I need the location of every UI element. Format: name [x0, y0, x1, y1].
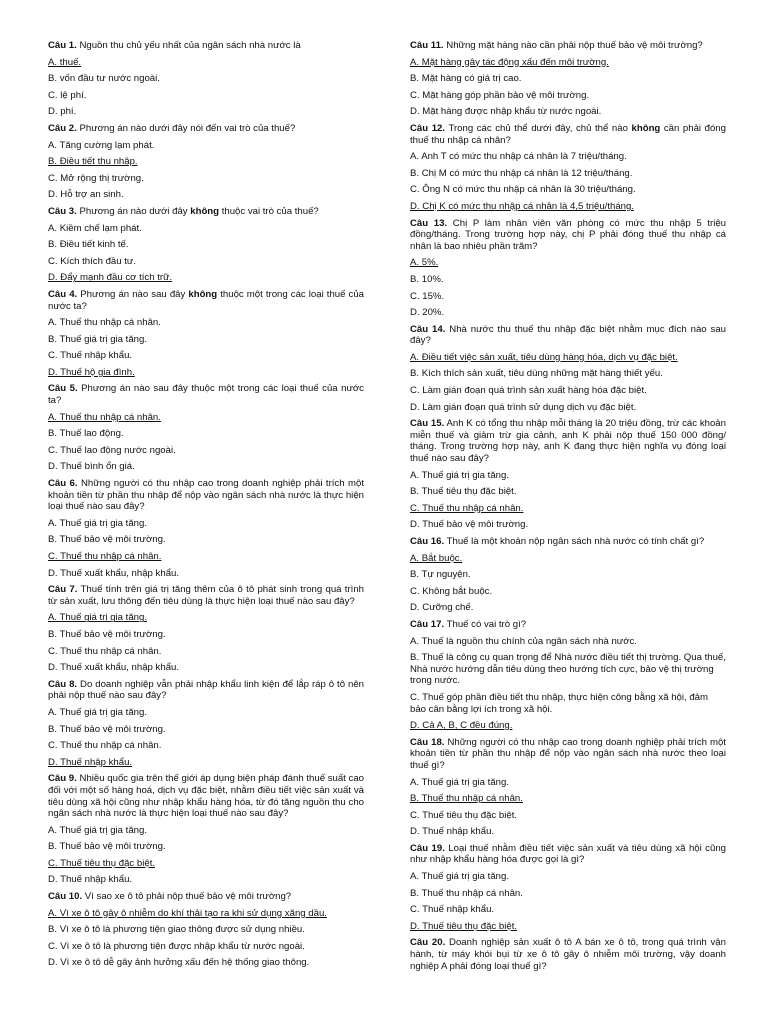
- answer-option: C. Thuế góp phần điều tiết thu nhập, thực hiện công bằng xã hội, đảm bảo cân bằng lợi ích trong xã hội.: [410, 691, 709, 715]
- question-segment: Thuế là một khoản nộp ngân sách nhà nước có tính chất gì?: [444, 536, 705, 547]
- answer-option: B. Kích thích sản xuất, tiêu dùng những mặt hàng thiết yếu.: [410, 368, 663, 380]
- question-text: [410, 123, 726, 146]
- answer-option: D. Thuế bảo vệ môi trường.: [410, 519, 529, 531]
- answer-option: D. Thuế nhập khẩu.: [410, 826, 495, 838]
- answer-option: D. Thuế bình ổn giá.: [48, 461, 135, 473]
- answer-option: D. Mặt hàng được nhập khẩu từ nước ngoài.: [410, 106, 602, 118]
- question-emphasis: Câu 9.: [48, 773, 77, 785]
- answer-option: B. Thuế bảo vệ môi trường.: [48, 723, 166, 735]
- answer-option: C. Thuế thu nhập cá nhân.: [48, 645, 162, 657]
- answer-option: C. Mặt hàng góp phần bảo vệ môi trường.: [410, 89, 590, 101]
- question-segment: Loại thuế nhằm điều tiết việc sản xuất và tiêu dùng xã hội cũng như nhập khẩu hàng hóa được gọi là gì?: [410, 842, 726, 866]
- answer-option-correct: A. Mặt hàng gây tác động xấu đến môi trường.: [410, 56, 609, 68]
- question-segment: thuộc vai trò của thuế?: [219, 205, 319, 217]
- question-text: [48, 891, 364, 903]
- question-emphasis: Câu 18.: [410, 736, 445, 748]
- question-emphasis: không: [631, 122, 661, 134]
- left-column: [48, 40, 364, 974]
- answer-option: C. Vì xe ô tô là phương tiện được nhập khẩu từ nước ngoài.: [48, 940, 305, 952]
- question-segment: Anh K có tổng thu nhập mỗi tháng là 20 triệu đồng, trừ các khoản miễn thuế và giảm trừ gia cảnh, anh K phải nộp thuế 150 000 đồng/ tháng. Trong trường hợp này, anh K đang thực hiện nghĩa vụ đóng loại thuế nào sau đây?: [410, 418, 726, 465]
- answer-option-correct: A. thuế.: [48, 56, 82, 68]
- question-text: [410, 619, 726, 631]
- question-text: [410, 218, 726, 253]
- answer-option: D. Vì xe ô tô dễ gây ảnh hưởng xấu đến hệ thống giao thông.: [48, 957, 310, 969]
- question-emphasis: Câu 4.: [48, 288, 78, 300]
- answer-option: C. lệ phí.: [48, 89, 87, 101]
- question-text: [410, 418, 726, 464]
- answer-option: C. Thuế tiêu thụ đặc biệt.: [410, 809, 518, 821]
- answer-option: A. Thuế thu nhập cá nhân.: [48, 317, 161, 329]
- answer-option-correct: D. Chị K có mức thu nhập cá nhân là 4,5 triệu/tháng.: [410, 200, 635, 212]
- answer-option: B. Mặt hàng có giá trị cao.: [410, 73, 522, 85]
- answer-option: C. Làm gián đoạn quá trình sản xuất hàng hóa đặc biệt.: [410, 385, 647, 397]
- question-emphasis: Câu 6.: [48, 478, 78, 490]
- question-text: [410, 843, 726, 866]
- answer-option: A. Thuế giá trị gia tăng.: [410, 871, 510, 883]
- question-segment: Nhiều quốc gia trên thế giới áp dụng biện pháp đánh thuế suất cao đối với một số hàng hoá, dịch vụ đặc biệt, nhằm điều tiết việc sản xuất và tiêu dùng xã hội cũng như nhập khẩu hàng hóa, từ đó tăng nguồn thu cho ngân sách nhà nước là thực hiện loại thuế nào sau đây?: [48, 773, 365, 820]
- question-text: [48, 584, 364, 607]
- answer-option: A. Thuế là nguồn thu chính của ngân sách nhà nước.: [410, 635, 637, 647]
- question-text: [410, 737, 726, 772]
- answer-option: B. 10%.: [410, 273, 444, 285]
- answer-option-correct: D. Thuế nhập khẩu.: [48, 756, 133, 768]
- question-emphasis: Câu 11.: [410, 40, 444, 51]
- answer-option: B. vốn đầu tư nước ngoài.: [48, 73, 160, 85]
- answer-option: A. Thuế giá trị gia tăng.: [48, 824, 148, 836]
- answer-option-correct: A. Điều tiết việc sản xuất, tiêu dùng hàng hóa, dịch vụ đặc biệt.: [410, 351, 678, 363]
- answer-option: B. Vì xe ô tô là phương tiện giao thông được sử dụng nhiều.: [48, 924, 305, 936]
- answer-option: A. Thuế giá trị gia tăng.: [410, 776, 510, 788]
- question-text: [48, 679, 364, 702]
- question-segment: Những người có thu nhập cao trong doanh nghiệp phải trích một khoản tiền từ phần thu nhập để nộp vào ngân sách nhà nước là thực hiện loại thuế nào sau đây?: [48, 478, 364, 513]
- answer-option: C. Thuế nhập khẩu.: [410, 904, 495, 916]
- answer-option: D. phí.: [48, 106, 77, 118]
- question-emphasis: Câu 3.: [48, 205, 77, 217]
- answer-option: C. Kích thích đầu tư.: [48, 255, 137, 267]
- answer-option-correct: D. Thuế tiêu thụ đặc biệt.: [410, 920, 518, 932]
- answer-option: B. Thuế lao động.: [48, 428, 124, 440]
- answer-option: B. Thuế bảo vệ môi trường.: [48, 841, 166, 853]
- question-segment: Phương án nào sau đây: [77, 288, 189, 300]
- answer-option: A. Thuế giá trị gia tăng.: [410, 469, 510, 481]
- question-segment: Nhà nước thu thuế thu nhập đặc biệt nhằm mục đích nào sau đây?: [410, 323, 726, 347]
- answer-option: A. Kiềm chế lạm phát.: [48, 222, 142, 234]
- answer-option: B. Thuế tiêu thụ đặc biệt.: [410, 486, 517, 498]
- question-segment: cần phải đóng thuế thu nhập cá nhân?: [410, 122, 726, 146]
- question-text: [48, 478, 364, 513]
- answer-option: A. Thuế giá trị gia tăng.: [48, 706, 148, 718]
- answer-option: C. Thuế thu nhập cá nhân.: [48, 740, 162, 752]
- question-segment: Những người có thu nhập cao trong doanh nghiệp phải trích một khoản tiền từ phần thu nhập để nộp vào ngân sách nhà nước theo loại thuế gì?: [410, 736, 726, 771]
- answer-option: C. Không bắt buộc.: [410, 585, 493, 597]
- answer-option-correct: C. Thuế tiêu thụ đặc biệt.: [48, 857, 156, 869]
- answer-option: D. Cưỡng chế.: [410, 602, 474, 614]
- question-emphasis: Câu 1.: [48, 40, 77, 51]
- question-emphasis: Câu 13.: [410, 217, 448, 229]
- answer-option: B. Thuế bảo vệ môi trường.: [48, 534, 166, 546]
- question-text: [410, 937, 726, 972]
- question-text: [48, 383, 364, 406]
- answer-option: C. Mở rộng thị trường.: [48, 172, 144, 184]
- question-text: [410, 536, 726, 548]
- question-text: [48, 289, 364, 312]
- question-text: [410, 40, 726, 52]
- answer-option-correct: B. Thuế thu nhập cá nhân.: [410, 793, 523, 805]
- question-text: [48, 773, 364, 819]
- question-emphasis: không: [188, 288, 218, 300]
- answer-option: C. 15%.: [410, 290, 445, 302]
- answer-option-correct: A. 5%.: [410, 257, 439, 269]
- question-segment: Phương án nào dưới đây nói đến vai trò của thuế?: [76, 122, 296, 134]
- question-text: [48, 40, 364, 52]
- question-emphasis: không: [190, 205, 220, 217]
- question-segment: Thuế tính trên giá trị tăng thêm của ô tô phát sinh trong quá trình từ sản xuất, lưu thông đến tiêu dùng là thực hiện loại thuế nào sau đây?: [48, 584, 364, 607]
- answer-option-correct: D. Cả A, B, C đều đúng.: [410, 720, 513, 732]
- question-segment: Phương án nào sau đây thuộc một trong các loại thuế của nước ta?: [48, 383, 364, 407]
- question-emphasis: Câu 2.: [48, 122, 77, 134]
- question-text: [48, 206, 364, 218]
- question-emphasis: Câu 8.: [48, 678, 78, 690]
- answer-option: B. Tự nguyện.: [410, 569, 471, 581]
- question-segment: Chị P làm nhân viên văn phòng có mức thu nhập 5 triệu đồng/tháng. Trong trường hợp này, chị P phải đóng thuế thu nhập cá nhân là bao nhiêu phần trăm?: [410, 217, 726, 252]
- answer-option-correct: A. Thuế giá trị gia tăng.: [48, 612, 148, 624]
- answer-option: D. Thuế nhập khẩu.: [48, 874, 133, 886]
- answer-option: C. Thuế lao động nước ngoài.: [48, 444, 176, 456]
- question-text: [48, 123, 364, 135]
- answer-option-correct: A. Bắt buộc.: [410, 552, 463, 564]
- question-emphasis: Câu 19.: [410, 842, 445, 854]
- answer-option-correct: C. Thuế thu nhập cá nhân.: [48, 551, 162, 562]
- answer-option: A. Tăng cường lạm phát.: [48, 139, 155, 151]
- question-emphasis: Câu 10.: [48, 891, 83, 903]
- question-emphasis: Câu 5.: [48, 383, 78, 395]
- answer-option: D. 20%.: [410, 307, 445, 319]
- question-segment: Thuế có vai trò gì?: [444, 618, 527, 630]
- answer-option: B. Chị M có mức thu nhập cá nhân là 12 triệu/tháng.: [410, 167, 633, 179]
- answer-option: B. Thuế giá trị gia tăng.: [48, 333, 148, 345]
- answer-option: C. Ông N có mức thu nhập cá nhân là 30 triệu/tháng.: [410, 184, 636, 196]
- answer-option-correct: A. Vì xe ô tô gây ô nhiễm do khí thải tạo ra khi sử dụng xăng dầu.: [48, 907, 327, 919]
- question-segment: thuộc một trong các loại thuế của nước ta?: [48, 288, 364, 312]
- right-column: [410, 40, 726, 977]
- answer-option: B. Thuế bảo vệ môi trường.: [48, 628, 166, 640]
- answer-option: C. Thuế nhập khẩu.: [48, 350, 133, 362]
- question-emphasis: Câu 12.: [410, 122, 446, 134]
- answer-option: A. Anh T có mức thu nhập cá nhân là 7 triệu/tháng.: [410, 151, 627, 163]
- answer-option: B. Thuế thu nhập cá nhân.: [410, 887, 523, 899]
- answer-option-correct: D. Thuế hộ gia đình.: [48, 366, 135, 378]
- question-segment: Phương án nào dưới đây: [76, 205, 191, 217]
- question-segment: Những mặt hàng nào cần phải nộp thuế bảo vệ môi trường?: [443, 40, 703, 51]
- question-segment: Vì sao xe ô tô phải nộp thuế bảo vệ môi trường?: [82, 891, 292, 903]
- question-emphasis: Câu 14.: [410, 323, 446, 335]
- answer-option-correct: D. Đẩy mạnh đầu cơ tích trữ.: [48, 272, 173, 284]
- question-emphasis: Câu 17.: [410, 618, 445, 630]
- question-segment: Trong các chủ thể dưới đây, chủ thể nào: [445, 122, 632, 134]
- question-segment: Doanh nghiệp sản xuất ô tô A bán xe ô tô, trong quá trình vận hành, từ máy khói bụi từ xe ô tô gây ô nhiễm môi trường, vậy doanh nghiệp A phải đóng loại thuế gì?: [410, 937, 726, 972]
- answer-option-correct: C. Thuế thu nhập cá nhân.: [410, 502, 524, 514]
- answer-option-correct: A. Thuế thu nhập cá nhân.: [48, 411, 161, 423]
- question-segment: Nguồn thu chủ yếu nhất của ngân sách nhà nước là: [76, 40, 301, 51]
- question-emphasis: Câu 20.: [410, 937, 446, 949]
- answer-option: B. Thuế là công cụ quan trọng để Nhà nước điều tiết thị trường. Qua thuế, Nhà nước hướng dẫn tiêu dùng theo hướng tích cực, bảo vệ thị trường trong nước.: [410, 652, 726, 687]
- answer-option: B. Điều tiết kinh tế.: [48, 239, 129, 251]
- question-emphasis: Câu 7.: [48, 584, 78, 596]
- answer-option-correct: B. Điều tiết thu nhập.: [48, 156, 138, 168]
- question-text: [410, 324, 726, 347]
- answer-option: D. Làm gián đoạn quá trình sử dụng dịch vụ đặc biệt.: [410, 401, 637, 413]
- question-segment: Do doanh nghiệp vẫn phải nhập khẩu linh kiện để lắp ráp ô tô nên phải nộp thuế nào sau đây?: [48, 678, 364, 702]
- question-emphasis: Câu 15.: [410, 418, 445, 430]
- answer-option: D. Hỗ trợ an sinh.: [48, 189, 124, 201]
- answer-option: D. Thuế xuất khẩu, nhập khẩu.: [48, 662, 180, 674]
- question-emphasis: Câu 16.: [410, 536, 445, 547]
- answer-option: D. Thuế xuất khẩu, nhập khẩu.: [48, 567, 180, 579]
- answer-option: A. Thuế giá trị gia tăng.: [48, 517, 148, 529]
